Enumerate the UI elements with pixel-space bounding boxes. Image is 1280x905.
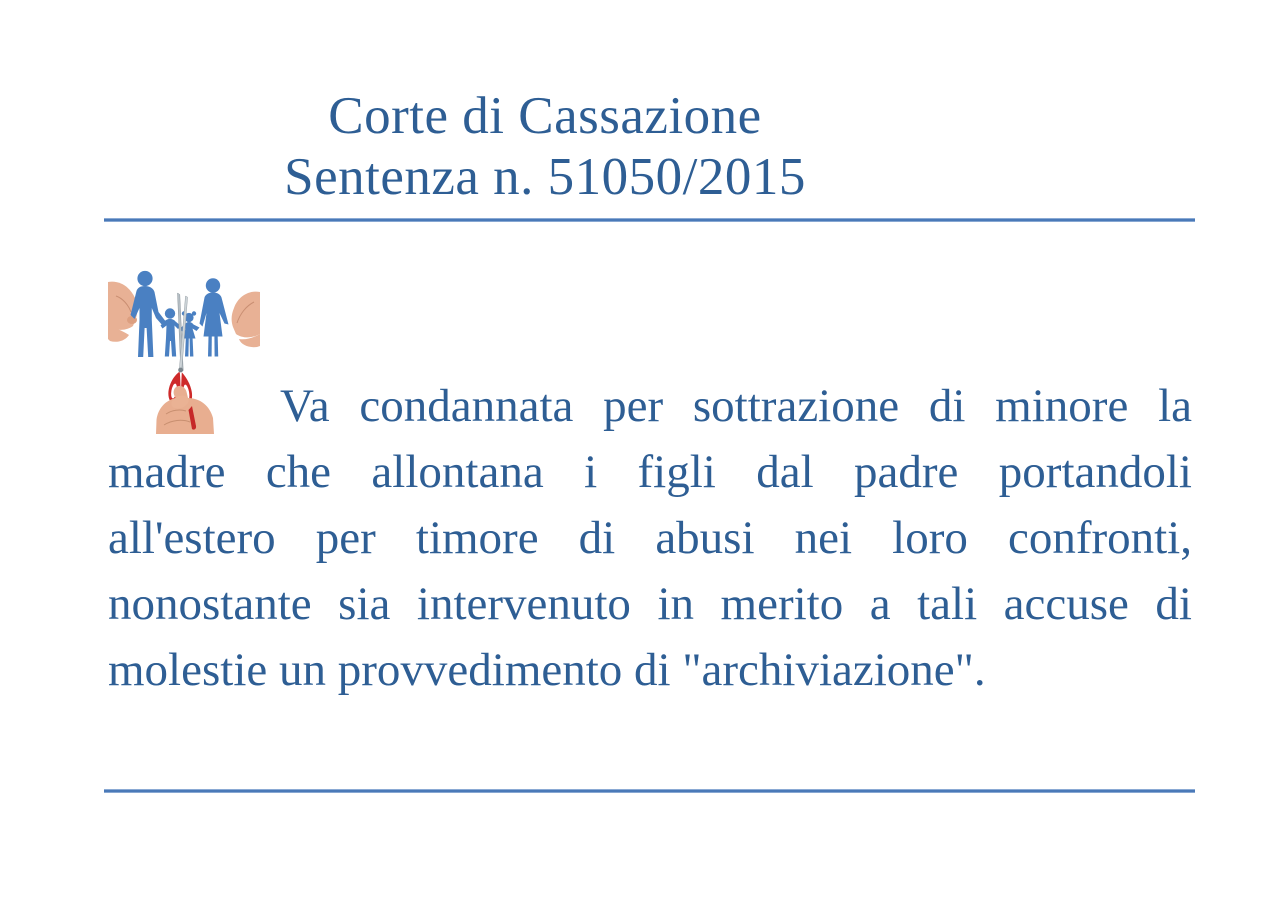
body-line-4: nonostante sia intervenuto in merito a tali accuse di bbox=[108, 578, 1192, 630]
top-divider-line bbox=[104, 218, 1195, 222]
title-line-2: Sentenza n. 51050/2015 bbox=[284, 148, 806, 206]
body-line-2: madre che allontana i figli dal padre portandoli bbox=[108, 446, 1192, 498]
body-line-3: all'estero per timore di abusi nei loro confronti, bbox=[108, 512, 1192, 564]
body-line-5: molestie un provvedimento di "archiviazione". bbox=[108, 644, 986, 696]
body-paragraph bbox=[108, 373, 1192, 703]
bottom-divider-line bbox=[104, 789, 1195, 793]
title-line-1: Corte di Cassazione bbox=[328, 87, 762, 145]
slide-title bbox=[0, 86, 1090, 208]
body-line-1: Va condannata per sottrazione di minore la bbox=[280, 380, 1192, 432]
